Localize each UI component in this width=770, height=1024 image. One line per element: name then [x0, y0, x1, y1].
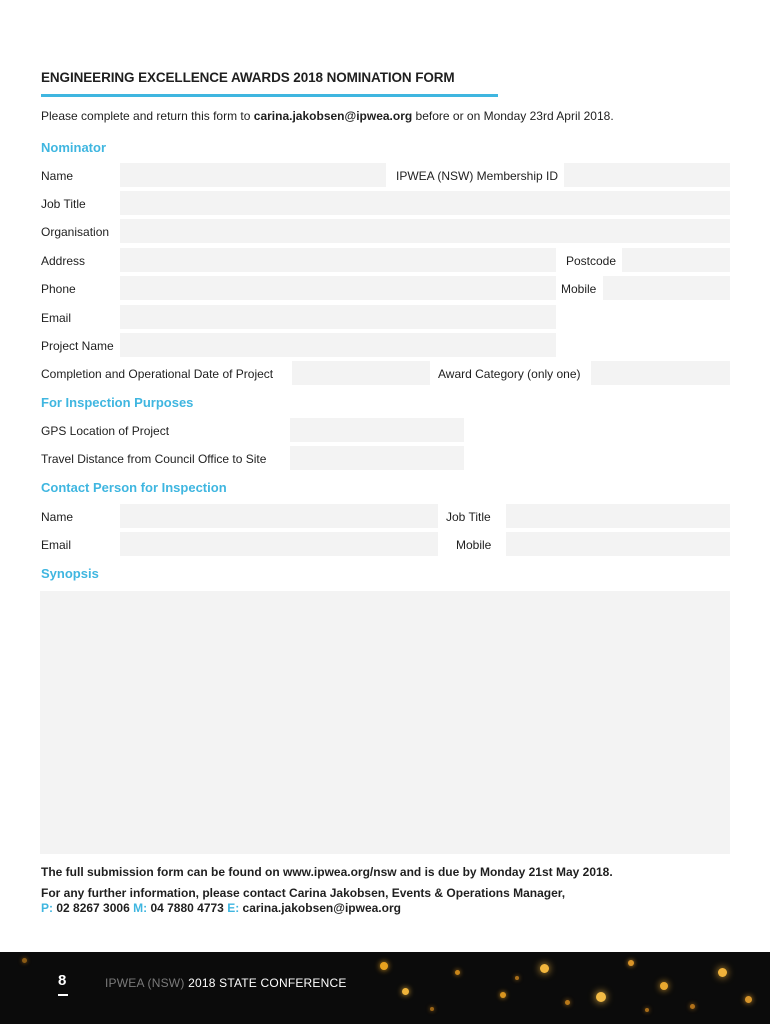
bokeh-light	[500, 992, 506, 998]
label-gps: GPS Location of Project	[41, 424, 170, 438]
contact-email-link[interactable]: carina.jakobsen@ipwea.org	[242, 901, 401, 915]
section-synopsis: Synopsis	[41, 566, 99, 581]
bokeh-light	[540, 964, 549, 973]
contact-name-input[interactable]	[120, 504, 438, 528]
label-name: Name	[41, 169, 74, 183]
page-number: 8	[58, 972, 67, 989]
bokeh-light	[430, 1007, 434, 1011]
contact-job-title-input[interactable]	[506, 504, 730, 528]
bokeh-light	[690, 1004, 695, 1009]
bokeh-light	[22, 958, 27, 963]
travel-distance-input[interactable]	[290, 446, 464, 470]
bokeh-light	[745, 996, 752, 1003]
section-inspection: For Inspection Purposes	[41, 395, 194, 410]
label-contact-name: Name	[41, 510, 74, 524]
label-travel-distance: Travel Distance from Council Office to Site	[41, 452, 267, 466]
intro-suffix: before or on Monday 23rd April 2018.	[412, 109, 614, 123]
intro-email-link[interactable]: carina.jakobsen@ipwea.org	[253, 109, 413, 123]
bokeh-light	[402, 988, 409, 995]
intro-prefix: Please complete and return this form to	[41, 109, 254, 123]
label-job-title: Job Title	[41, 197, 86, 211]
label-mobile: Mobile	[561, 282, 597, 296]
completion-date-input[interactable]	[292, 361, 430, 385]
page-footer	[0, 952, 770, 1024]
mobile-label: M:	[133, 901, 148, 915]
bokeh-light	[455, 970, 460, 975]
synopsis-textarea[interactable]	[40, 591, 730, 854]
nominator-name-input[interactable]	[120, 163, 386, 187]
phone-label: P:	[41, 901, 53, 915]
gps-input[interactable]	[290, 418, 464, 442]
nominator-job-title-input[interactable]	[120, 191, 730, 215]
section-contact: Contact Person for Inspection	[41, 480, 227, 495]
label-completion-date: Completion and Operational Date of Project	[41, 367, 274, 381]
email-label: E:	[227, 901, 240, 915]
intro-text	[41, 109, 614, 123]
mobile-input[interactable]	[603, 276, 730, 300]
organisation-input[interactable]	[120, 219, 730, 243]
title-underline	[41, 94, 498, 97]
bokeh-light	[380, 962, 388, 970]
address-input[interactable]	[120, 248, 556, 272]
bokeh-light	[660, 982, 668, 990]
footer-org: IPWEA (NSW)	[105, 976, 185, 990]
label-membership-id: IPWEA (NSW) Membership ID	[396, 169, 559, 183]
bokeh-light	[515, 976, 519, 980]
email-input[interactable]	[120, 305, 556, 329]
contact-mobile-input[interactable]	[506, 532, 730, 556]
footer-event: 2018 STATE CONFERENCE	[188, 976, 347, 990]
label-email: Email	[41, 311, 72, 325]
contact-note: For any further information, please contact Carina Jakobsen, Events & Operations Manager,	[41, 886, 566, 900]
label-project-name: Project Name	[41, 339, 114, 353]
project-name-input[interactable]	[120, 333, 556, 357]
label-contact-mobile: Mobile	[456, 538, 492, 552]
label-phone: Phone	[41, 282, 76, 296]
award-category-input[interactable]	[591, 361, 730, 385]
conference-label	[105, 976, 347, 990]
contact-details	[41, 901, 401, 915]
label-address: Address	[41, 254, 86, 268]
submission-note	[41, 865, 613, 879]
bokeh-light	[628, 960, 634, 966]
bokeh-light	[718, 968, 727, 977]
label-contact-job-title: Job Title	[446, 510, 491, 524]
label-contact-email: Email	[41, 538, 72, 552]
postcode-input[interactable]	[622, 248, 730, 272]
membership-id-input[interactable]	[564, 163, 730, 187]
note-suffix: and is due by Monday 21st May 2018.	[396, 865, 613, 879]
contact-email-input[interactable]	[120, 532, 438, 556]
label-postcode: Postcode	[566, 254, 617, 268]
phone-input[interactable]	[120, 276, 556, 300]
contact-mobile: 04 7880 4773	[150, 901, 224, 915]
bokeh-light	[596, 992, 606, 1002]
page-number-underline	[58, 994, 68, 996]
note-url-link[interactable]: www.ipwea.org/nsw	[283, 865, 397, 879]
form-title: ENGINEERING EXCELLENCE AWARDS 2018 NOMINATION FORM	[41, 70, 455, 85]
label-award-category: Award Category (only one)	[438, 367, 581, 381]
contact-phone: 02 8267 3006	[56, 901, 130, 915]
section-nominator: Nominator	[41, 140, 106, 155]
bokeh-light	[645, 1008, 649, 1012]
label-organisation: Organisation	[41, 225, 110, 239]
bokeh-light	[565, 1000, 570, 1005]
note-prefix: The full submission form can be found on	[41, 865, 284, 879]
